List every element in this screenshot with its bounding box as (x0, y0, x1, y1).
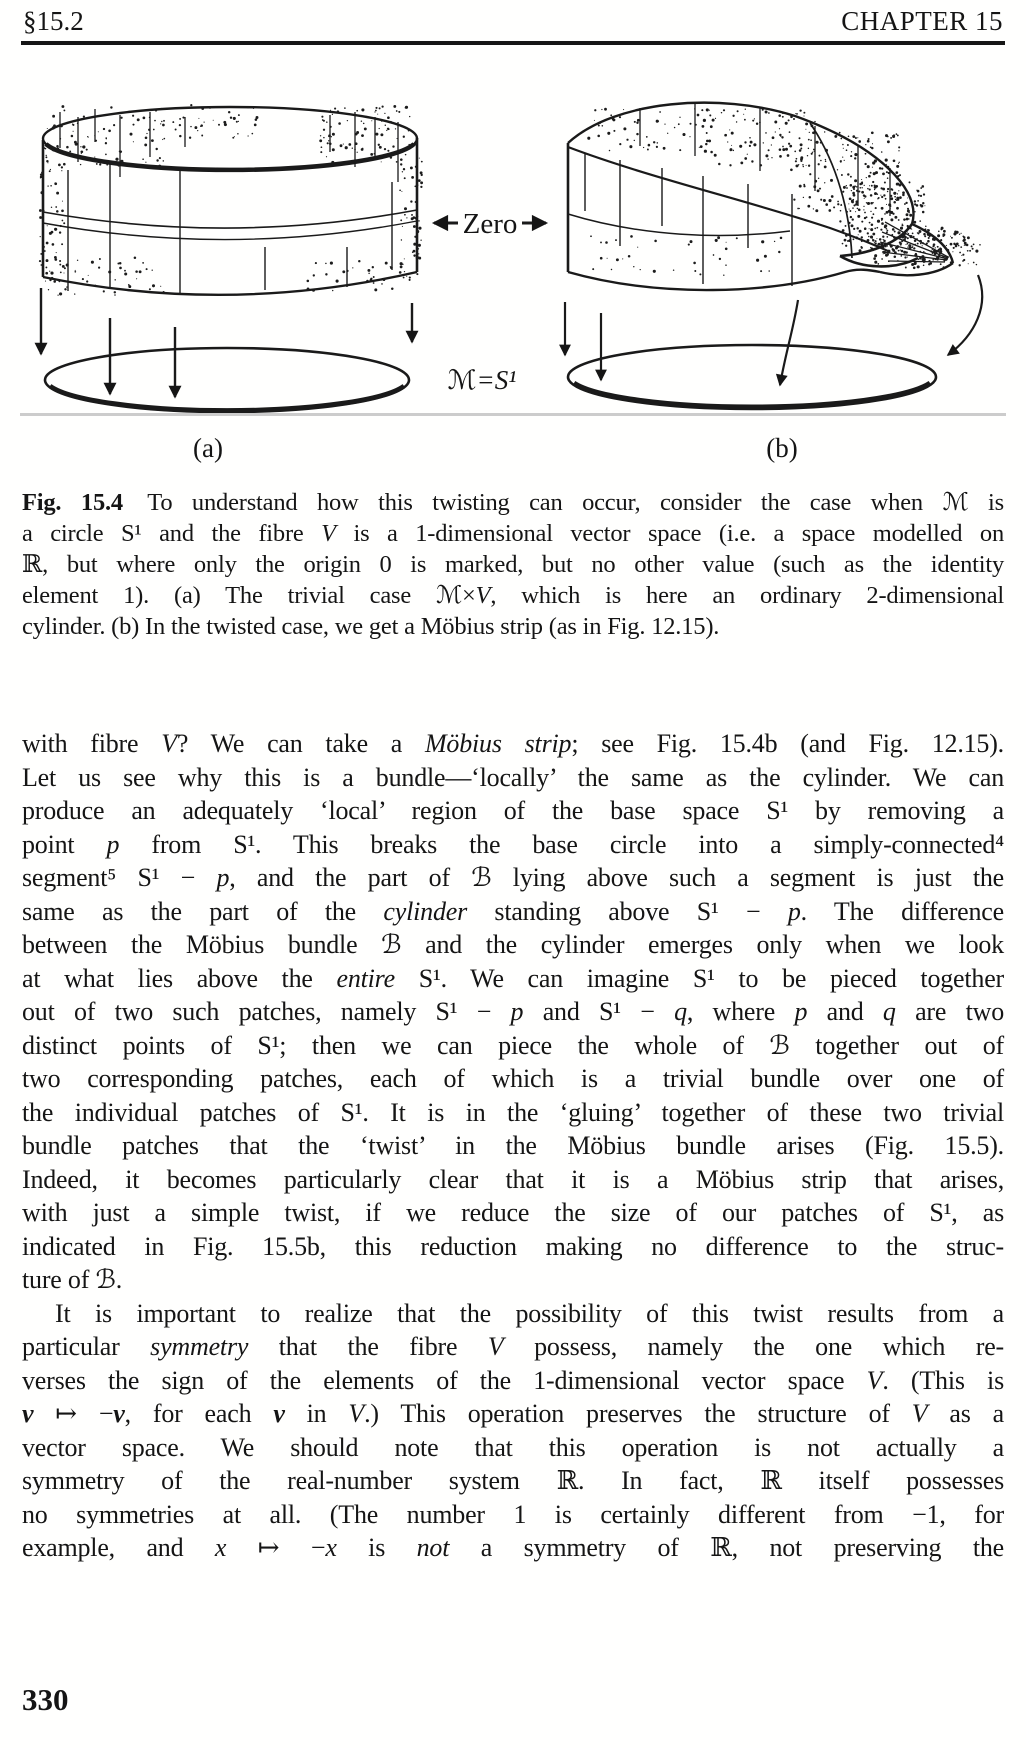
mobius-illustration (568, 103, 981, 290)
text-line: with just a simple twist, if we reduce the size of our patches of S¹, as (22, 1198, 1004, 1227)
text-line: same as the part of the cylinder standing above S¹ − p. The difference (22, 896, 1004, 926)
projection-arrows-b (565, 275, 982, 385)
figure-15-4-illustration (0, 86, 1026, 418)
text-line: at what lies above the entire S¹. We can imagine S¹ to be pieced together (22, 963, 1004, 993)
text-line: two corresponding patches, each of which is a trivial bundle over one of (22, 1064, 1004, 1093)
text-line: v ↦ −v, for each v in V.) This operation preserves the structure of V as a (22, 1399, 1004, 1428)
text-line: verses the sign of the elements of the 1-dimensional vector space V. (This is (22, 1365, 1004, 1395)
body-text (22, 727, 1004, 1565)
text-line: out of two such patches, namely S¹ − p and S¹ − q, where p and q are two (22, 997, 1004, 1026)
text-line: cylinder. (b) In the twisted case, we get a Möbius strip (as in Fig. 12.15). (22, 613, 720, 640)
base-circle-b (568, 345, 936, 409)
base-space-label: ℳ=S¹ (447, 365, 517, 395)
page-number: 330 (22, 1682, 69, 1717)
text-line: Fig. 15.4 To understand how this twisting can occur, consider the case when ℳ is (22, 489, 1004, 516)
zero-label: Zero (462, 208, 518, 240)
text-line: a circle S¹ and the fibre V is a 1-dimensional vector space (i.e. a space modelled on (22, 520, 1004, 547)
text-line: ture of ℬ. (22, 1265, 123, 1294)
panel-b-label: (b) (766, 433, 798, 463)
zero-annotation (434, 208, 546, 240)
projection-arrows-a (41, 288, 412, 397)
text-line: produce an adequately ‘local’ region of the base space S¹ by removing a (22, 796, 1004, 825)
paragraph-1 (22, 727, 1004, 1297)
text-line: segment⁵ S¹ − p, and the part of ℬ lying above such a segment is just the (22, 863, 1005, 892)
text-line: symmetry of the real-number system ℝ. In fact, ℝ itself possesses (22, 1466, 1004, 1495)
text-line: bundle patches that the ‘twist’ in the Möbius bundle arises (Fig. 15.5). (22, 1131, 1004, 1160)
text-line: with fibre V? We can take a Möbius strip; see Fig. 15.4b (and Fig. 12.15). (22, 729, 1004, 758)
text-line: point p from S¹. This breaks the base circle into a simply-connected⁴ (22, 829, 1005, 859)
text-line: Let us see why this is a bundle—‘locally’ the same as the cylinder. We can (22, 762, 1004, 792)
text-line: ℝ, but where only the origin 0 is marked, but no other value (such as the identity (22, 551, 1004, 578)
chapter-heading: CHAPTER 15 (841, 6, 1003, 36)
text-line: between the Möbius bundle ℬ and the cylinder emerges only when we look (22, 930, 1004, 959)
figure-caption (22, 487, 1004, 642)
text-line: example, and x ↦ −x is not a symmetry of ℝ, not preserving the (22, 1533, 1004, 1562)
section-number: §15.2 (23, 6, 84, 36)
text-line: particular symmetry that the fibre V possess, namely the one which re- (22, 1332, 1004, 1361)
text-line: element 1). (a) The trivial case ℳ×V, which is here an ordinary 2-dimensional (22, 582, 1004, 609)
mobius-face-ticks (585, 154, 792, 286)
text-line: the individual patches of S¹. It is in the ‘gluing’ together of these two trivial (22, 1097, 1004, 1127)
text-line: indicated in Fig. 15.5b, this reduction making no difference to the struc- (22, 1231, 1004, 1261)
text-line: distinct points of S¹; then we can piece the whole of ℬ together out of (22, 1030, 1004, 1060)
figure-baseline-rule (20, 413, 1006, 416)
panel-a-label: (a) (193, 433, 223, 463)
text-line: It is important to realize that the possibility of this twist results from a (55, 1298, 1004, 1328)
cylinder-illustration (39, 104, 423, 296)
paragraph-2 (22, 1297, 1004, 1565)
header-rule (21, 41, 1005, 45)
text-line: no symmetries at all. (The number 1 is certainly different from −1, for (22, 1499, 1004, 1529)
mobius-rim-ticks (640, 104, 890, 216)
base-circle-a (45, 348, 409, 412)
text-line: Indeed, it becomes particularly clear that it is a Möbius strip that arises, (22, 1164, 1004, 1194)
text-line: vector space. We should note that this operation is not actually a (22, 1432, 1004, 1462)
